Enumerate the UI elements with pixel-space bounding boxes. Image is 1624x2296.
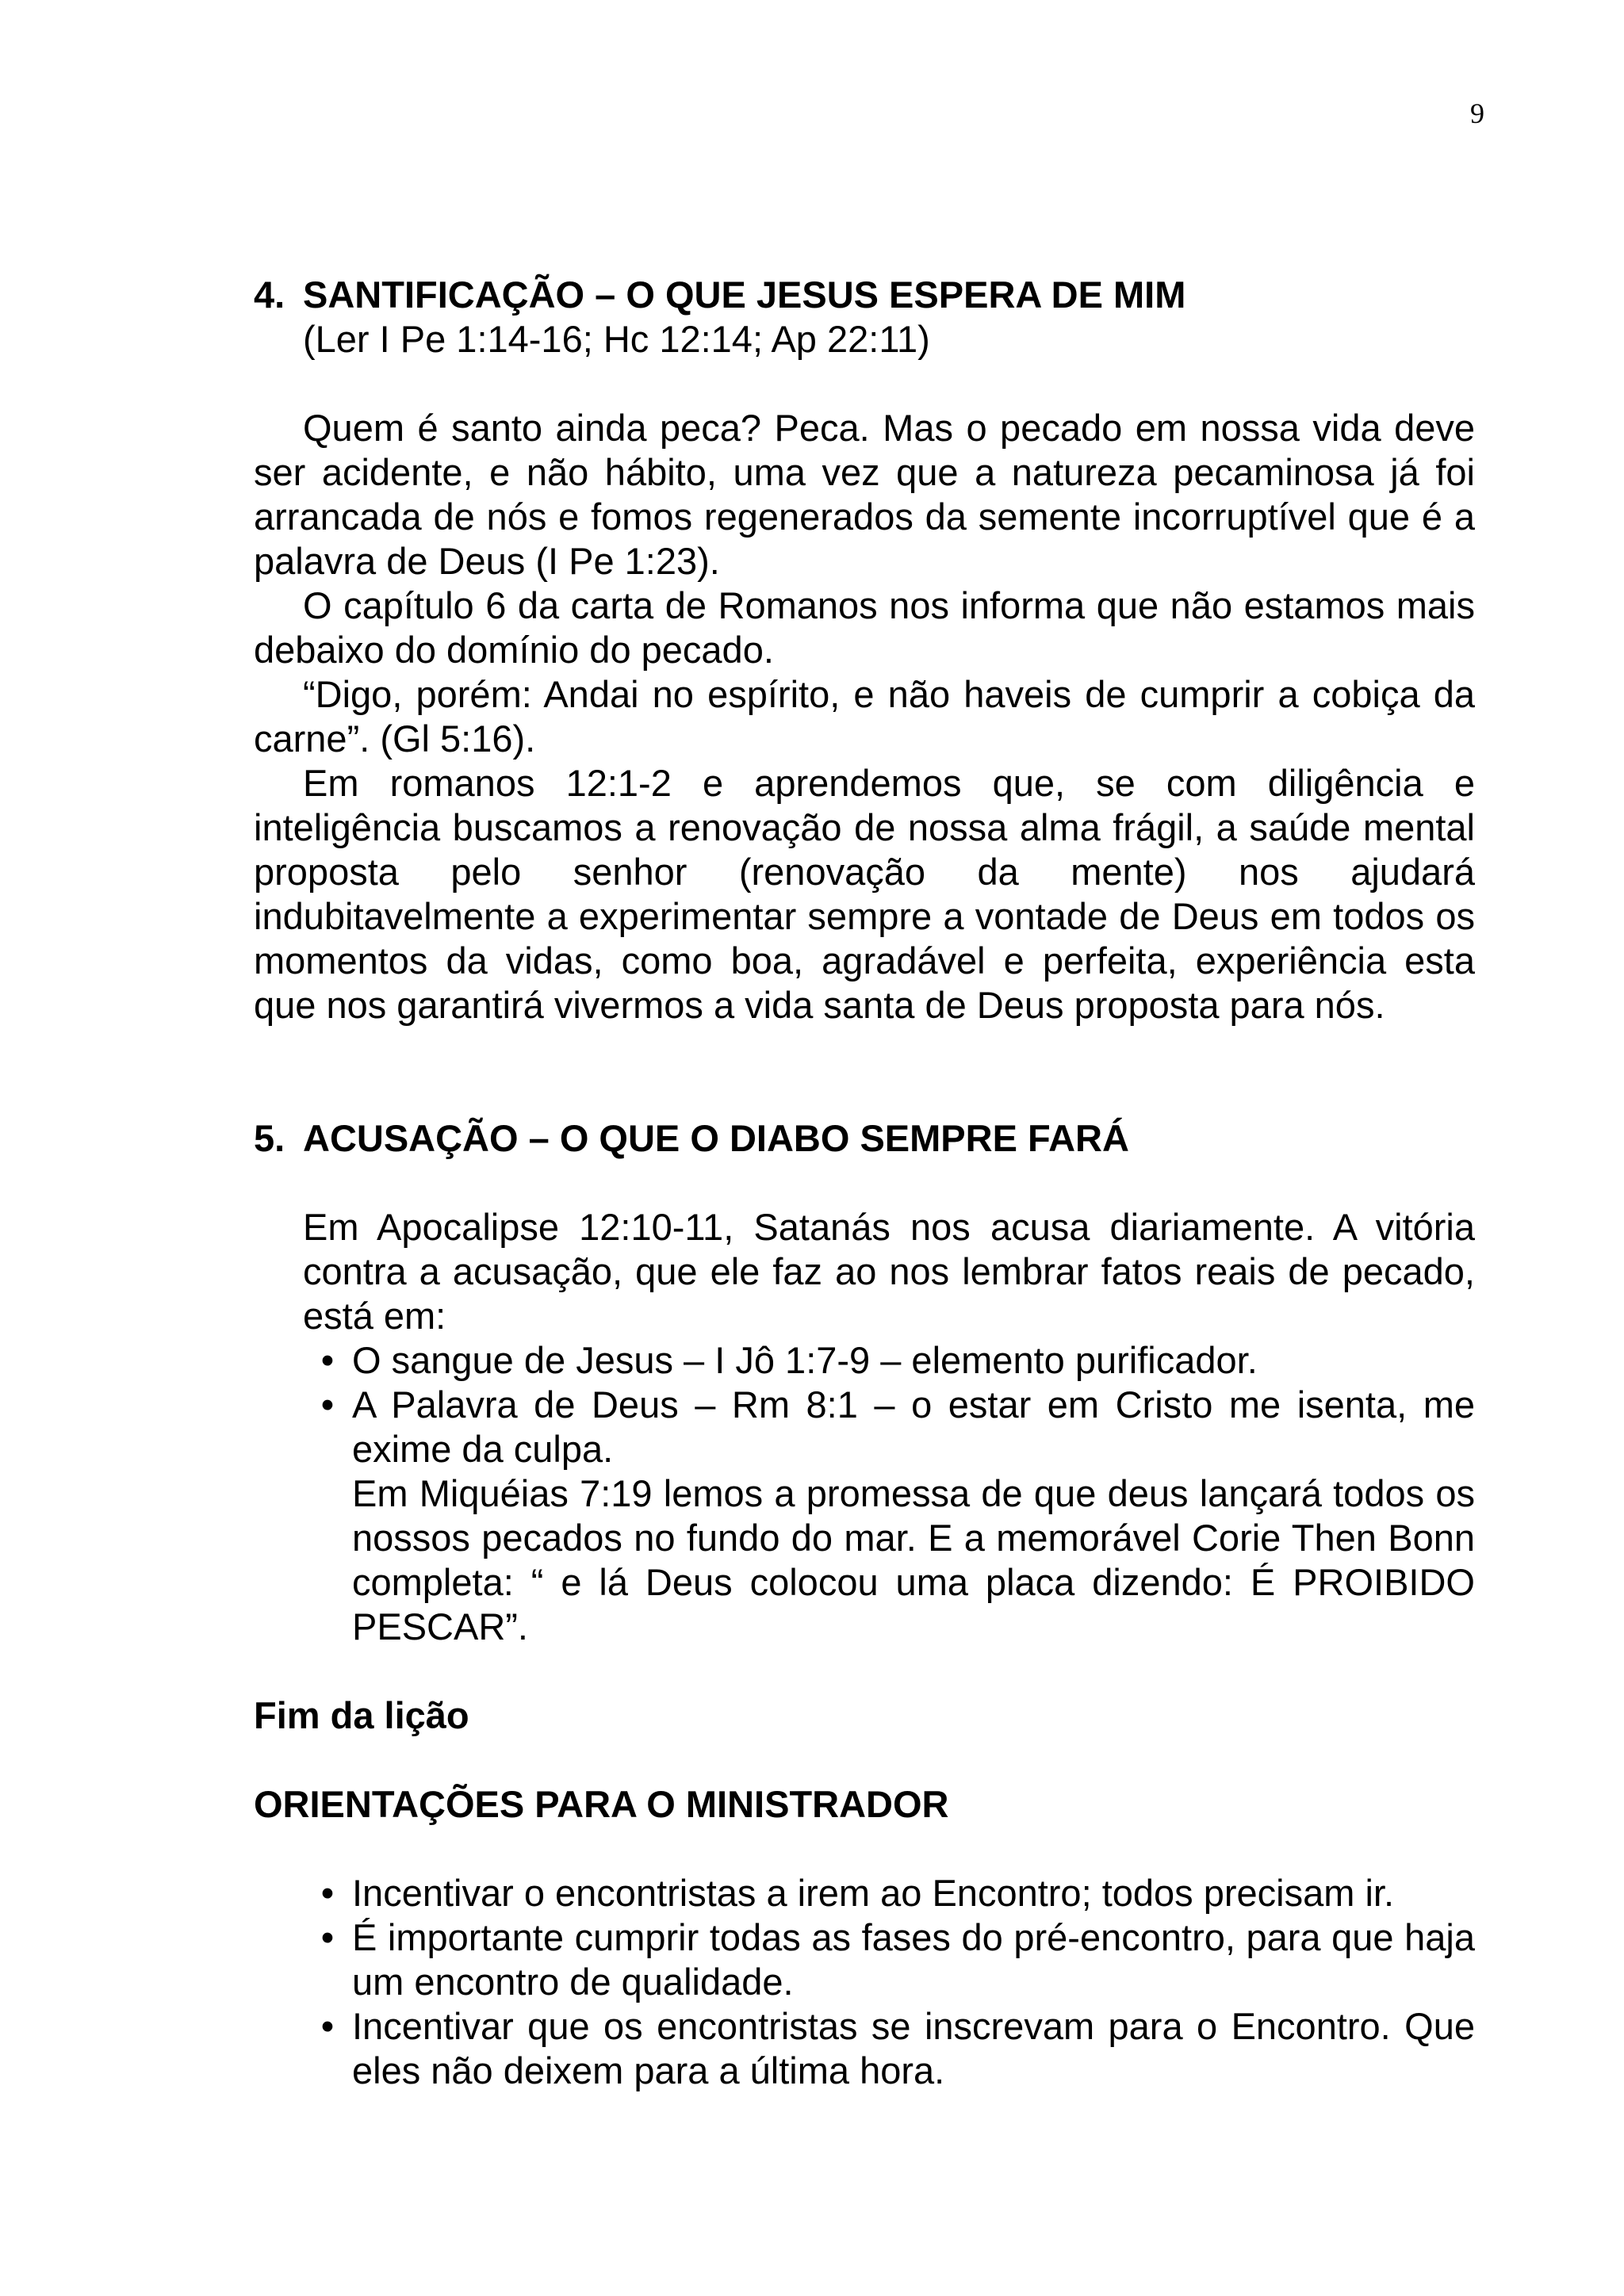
section-4-paragraph: Quem é santo ainda peca? Peca. Mas o pecado em nossa vida deve ser acidente, e não hábito, uma vez que a natureza pecaminosa já foi arrancada de nós e fomos regenerados da semente incorruptível que é a palavra de Deus (I Pe 1:23). [254, 407, 1475, 582]
section-4-number: 4. [254, 274, 285, 316]
bullet-icon: • [320, 1872, 335, 1914]
section-4-reference: (Ler I Pe 1:14-16; Hc 12:14; Ap 22:11) [303, 318, 930, 360]
section-5-body [254, 1205, 1475, 1649]
section-4-paragraph: Em romanos 12:1-2 e aprendemos que, se com diligência e inteligência buscamos a renovação de nossa alma frágil, a saúde mental proposta pelo senhor (renovação da mente) nos ajudará indubitavelmente a experimentar sempre a vontade de Deus em todos os momentos da vidas, como boa, agradável e perfeita, experiência esta que nos garantirá vivermos a vida santa de Deus proposta para nós. [254, 762, 1475, 1026]
bullet-icon: • [320, 2005, 335, 2047]
list-item-text: A Palavra de Deus – Rm 8:1 – o estar em Cristo me isenta, me exime da culpa. [352, 1383, 1475, 1470]
list-item [303, 1383, 1475, 1471]
section-4-paragraph: “Digo, porém: Andai no espírito, e não haveis de cumprir a cobiça da carne”. (Gl 5:16). [254, 673, 1475, 760]
list-item [303, 1871, 1475, 1915]
section-5-intro: Em Apocalipse 12:10-11, Satanás nos acusa diariamente. A vitória contra a acusação, que ele faz ao nos lembrar fatos reais de pecado, está em: [303, 1206, 1475, 1337]
orientacoes-title: ORIENTAÇÕES PARA O MINISTRADOR [254, 1783, 949, 1825]
list-item [303, 1915, 1475, 2004]
end-of-lesson-label: Fim da lição [254, 1694, 469, 1736]
list-item [303, 2004, 1475, 2093]
section-5-closing: Em Miquéias 7:19 lemos a promessa de que deus lançará todos os nossos pecados no fundo do mar. E a memorável Corie Then Bonn completa: “ e lá Deus colocou uma placa dizendo: É PROIBIDO PESCAR”. [352, 1472, 1475, 1647]
section-5-number: 5. [254, 1117, 285, 1159]
orientacoes-body [254, 1871, 1475, 2093]
list-item-text: O sangue de Jesus – I Jô 1:7-9 – elemento purificador. [352, 1339, 1258, 1381]
section-4-heading [254, 273, 1475, 317]
section-4-paragraph: O capítulo 6 da carta de Romanos nos informa que não estamos mais debaixo do domínio do pecado. [254, 584, 1475, 671]
section-4-title: SANTIFICAÇÃO – O QUE JESUS ESPERA DE MIM [303, 274, 1186, 316]
page-number: 9 [1470, 98, 1484, 129]
section-5-bullet-list [303, 1338, 1475, 1471]
section-5-title: ACUSAÇÃO – O QUE O DIABO SEMPRE FARÁ [303, 1117, 1129, 1159]
section-5-closing-block [303, 1471, 1475, 1649]
list-item-text: Incentivar que os encontristas se inscrevam para o Encontro. Que eles não deixem para a última hora. [352, 2005, 1475, 2091]
list-item [303, 1338, 1475, 1383]
bullet-icon: • [320, 1383, 335, 1425]
bullet-icon: • [320, 1916, 335, 1958]
orientacoes-bullet-list [303, 1871, 1475, 2093]
page-content [254, 273, 1475, 2093]
bullet-icon: • [320, 1339, 335, 1381]
list-item-text: Incentivar o encontristas a irem ao Encontro; todos precisam ir. [352, 1872, 1395, 1914]
list-item-text: É importante cumprir todas as fases do pré-encontro, para que haja um encontro de qualidade. [352, 1916, 1475, 2003]
section-5-heading [254, 1116, 1475, 1161]
